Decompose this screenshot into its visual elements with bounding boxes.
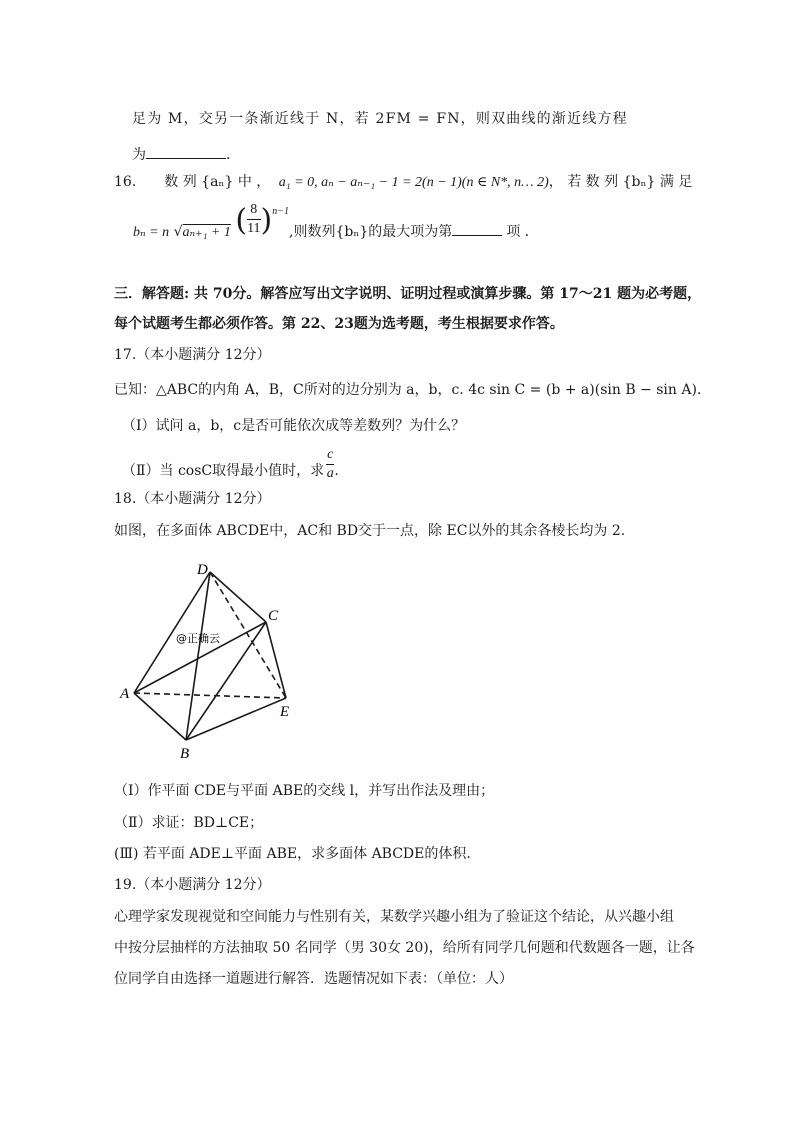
- edge-AB: [134, 693, 186, 740]
- vertex-label-D: D: [197, 562, 208, 578]
- q18-part2: （Ⅱ）求证：BD⊥CE；: [114, 815, 264, 831]
- edge-DB: [186, 572, 210, 740]
- q19-header: 19.（本小题满分 12分）: [114, 877, 271, 893]
- q16-text1: 数 列 {aₙ} 中 ，: [164, 174, 271, 190]
- q18-part3: (Ⅲ) 若平面 ADE⊥平面 ABE，求多面体 ABCDE的体积.: [114, 846, 471, 862]
- q16-sqrt-body: aₙ₊₁ + 1: [182, 224, 231, 240]
- q16-formula2: bₙ = n: [133, 224, 170, 240]
- edge-AE-hidden: [134, 693, 286, 698]
- q19-line3: 位同学自由选择一道题进行解答．选题情况如下表：（单位：人）: [114, 971, 513, 987]
- sqrt-symbol: √: [173, 223, 183, 240]
- q16-answer-blank: [452, 235, 502, 236]
- section3-line2: 每个试题考生都必须作答。第 22、23题为选考题，考生根据要求作答。: [114, 316, 564, 332]
- q16-fraction: $\frac{8}{11}$: [247, 202, 261, 236]
- q16-line2: [133, 203, 539, 243]
- q15-line2: [132, 146, 240, 164]
- q15-prefix: 为: [132, 147, 146, 163]
- vertex-label-B: B: [180, 746, 190, 762]
- q19-line2: 中按分层抽样的方法抽取 50 名同学（男 30女 20)，给所有同学几何题和代数题各一题，让各: [114, 940, 695, 956]
- q17-part2-suffix: .: [334, 462, 339, 479]
- vertex-label-C: C: [268, 608, 279, 624]
- q18-part1: （Ⅰ）作平面 CDE与平面 ABE的交线 l，并写出作法及理由；: [114, 783, 495, 799]
- vertex-label-E: E: [280, 704, 290, 720]
- q15-line1: 足为 M，交另一条渐近线于 N，若 2FM = FN，则双曲线的渐近线方程: [132, 111, 628, 127]
- watermark-text: @正确云: [176, 632, 220, 645]
- q16-paren-close: ): [260, 203, 273, 238]
- edge-DC: [210, 572, 266, 622]
- q17-part2-text: （Ⅱ）当 cosC取得最小值时，求: [122, 462, 325, 479]
- edge-CE: [266, 622, 286, 698]
- q17-fraction: $\frac{c}{a}$: [326, 447, 334, 481]
- q16-text4: 项 ．: [506, 223, 539, 240]
- q16-line1: [114, 173, 692, 192]
- edge-DE-hidden: [210, 572, 286, 698]
- vertex-label-A: A: [120, 686, 130, 702]
- q16-paren-fraction: (: [235, 203, 248, 238]
- section3-line1: 三．解答题: 共 70分。解答应写出文字说明、证明过程或演算步骤。第 17～21 题为必考题，: [114, 286, 702, 302]
- q15-suffix: ．: [226, 147, 240, 163]
- q18-header: 18.（本小题满分 12分）: [114, 491, 271, 507]
- polyhedron-figure: [110, 560, 320, 770]
- q16-number: 16．: [114, 174, 146, 190]
- q17-part2: [122, 446, 339, 483]
- q19-line1: 心理学家发现视觉和空间能力与性别有关，某数学兴趣小组为了验证这个结论，从兴趣小组: [114, 909, 674, 925]
- q15-answer-blank: [146, 158, 226, 159]
- q17-part1: （Ⅰ）试问 a，b，c是否可能依次成等差数列？为什么？: [122, 418, 466, 434]
- q16-text2: ， 若 数 列 {bₙ} 满 足: [548, 174, 693, 190]
- q16-formula1: a₁ = 0, aₙ − aₙ₋₁ − 1 = 2(n − 1)(n ∈ N*, n… 2): [278, 175, 549, 190]
- q17-given: 已知：△ABC的内角 A，B，C所对的边分别为 a，b，c. 4c sin C = (b + a)(sin B − sin A)．: [114, 382, 711, 398]
- q18-intro: 如图，在多面体 ABCDE中，AC和 BD交于一点，除 EC以外的其余各棱长均为 2.: [114, 523, 626, 539]
- q17-header: 17.（本小题满分 12分）: [114, 347, 271, 363]
- q16-exponent: n−1: [272, 205, 290, 217]
- q16-text3: ,则数列{bₙ}的最大项为第: [289, 223, 453, 240]
